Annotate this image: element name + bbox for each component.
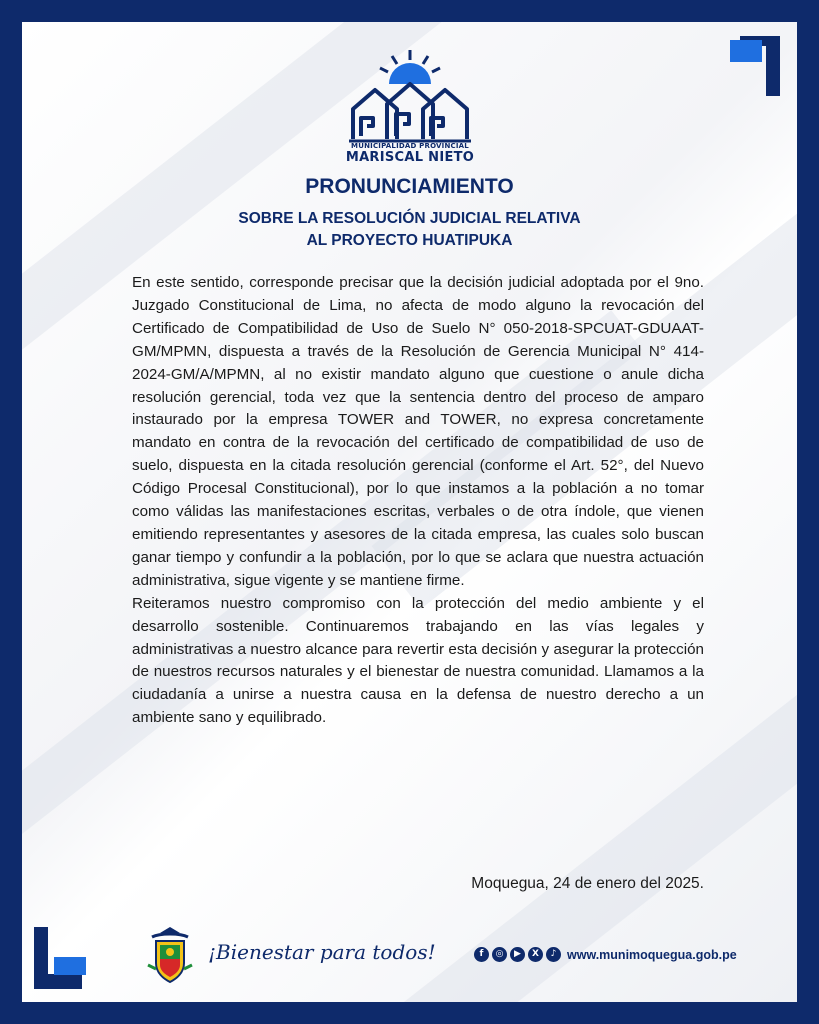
- org-name-line2: MARISCAL NIETO: [345, 150, 475, 165]
- corner-decoration-top-right-bar: [766, 36, 780, 96]
- document-card: [22, 22, 797, 1002]
- x-icon[interactable]: X: [528, 947, 543, 962]
- slogan: ¡Bienestar para todos!: [208, 940, 436, 964]
- facebook-icon[interactable]: f: [474, 947, 489, 962]
- municipality-logo: [345, 44, 475, 189]
- instagram-icon[interactable]: ◎: [492, 947, 507, 962]
- website-link[interactable]: www.munimoquegua.gob.pe: [567, 948, 737, 962]
- subtitle-line2: AL PROYECTO HUATIPUKA: [306, 232, 513, 249]
- corner-decoration-top-right-accent: [730, 40, 762, 62]
- paragraph-2: Reiteramos nuestro compromiso con la protección del medio ambiente y el desarrollo sostenible. Continuaremos trabajando en las vías legales y administrativas a nuestro alcance para revertir esta decisión y asegurar la protección de nuestros recursos naturales y el bienestar de nuestra comunidad. Llamamos a la ciudadanía a unirse a nuestra causa en la defensa de nuestro derecho a un ambiente sano y equilibrado.: [132, 594, 704, 727]
- corner-decoration-bottom-left-bar: [34, 974, 82, 989]
- date-line: Moquegua, 24 de enero del 2025.: [471, 875, 704, 892]
- coat-of-arms-icon: [146, 925, 194, 985]
- subtitle-line1: SOBRE LA RESOLUCIÓN JUDICIAL RELATIVA: [238, 210, 581, 227]
- corner-decoration-bottom-left-accent: [54, 957, 86, 975]
- statement-body: [132, 272, 704, 730]
- social-icons: [474, 947, 561, 962]
- youtube-icon[interactable]: ▶: [510, 947, 525, 962]
- tiktok-icon[interactable]: ♪: [546, 947, 561, 962]
- org-name-line1: MUNICIPALIDAD PROVINCIAL: [351, 142, 469, 150]
- paragraph-1: En este sentido, corresponde precisar que la decisión judicial adoptada por el 9no. Juzgado Constitucional de Lima, no afecta de modo alguno la revocación del Certificado de Compatibilidad de Uso de Suelo N° 050-2018-SPCUAT-GDUAAT-GM/MPMN, dispuesta a través de la Resolución de Gerencia Municipal N° 414-2024-GM/A/MPMN, al no existir mandato alguno que cuestione o anule dicha resolución gerencial, toda vez que la sentencia dentro del proceso de amparo instaurado por la empresa TOWER and TOWER, no expresa concretamente mandato en contra de la revocación del certificado de compatibilidad de uso de suelo, dispuesta en la citada resolución gerencial (conforme el Art. 52°, del Nuevo Código Procesal Constitucional), por lo que instamos a la población a no tomar como válidas las manifestaciones escritas, verbales o de otra índole, que vienen emitiendo representantes y asesores de la citada empresa, las cuales solo buscan ganar tiempo y confundir a la población, por lo que se aclara que nuestra actuación administrativa, sigue vigente y se mantiene firme.: [132, 274, 704, 589]
- page-title: PRONUNCIAMIENTO: [305, 175, 514, 198]
